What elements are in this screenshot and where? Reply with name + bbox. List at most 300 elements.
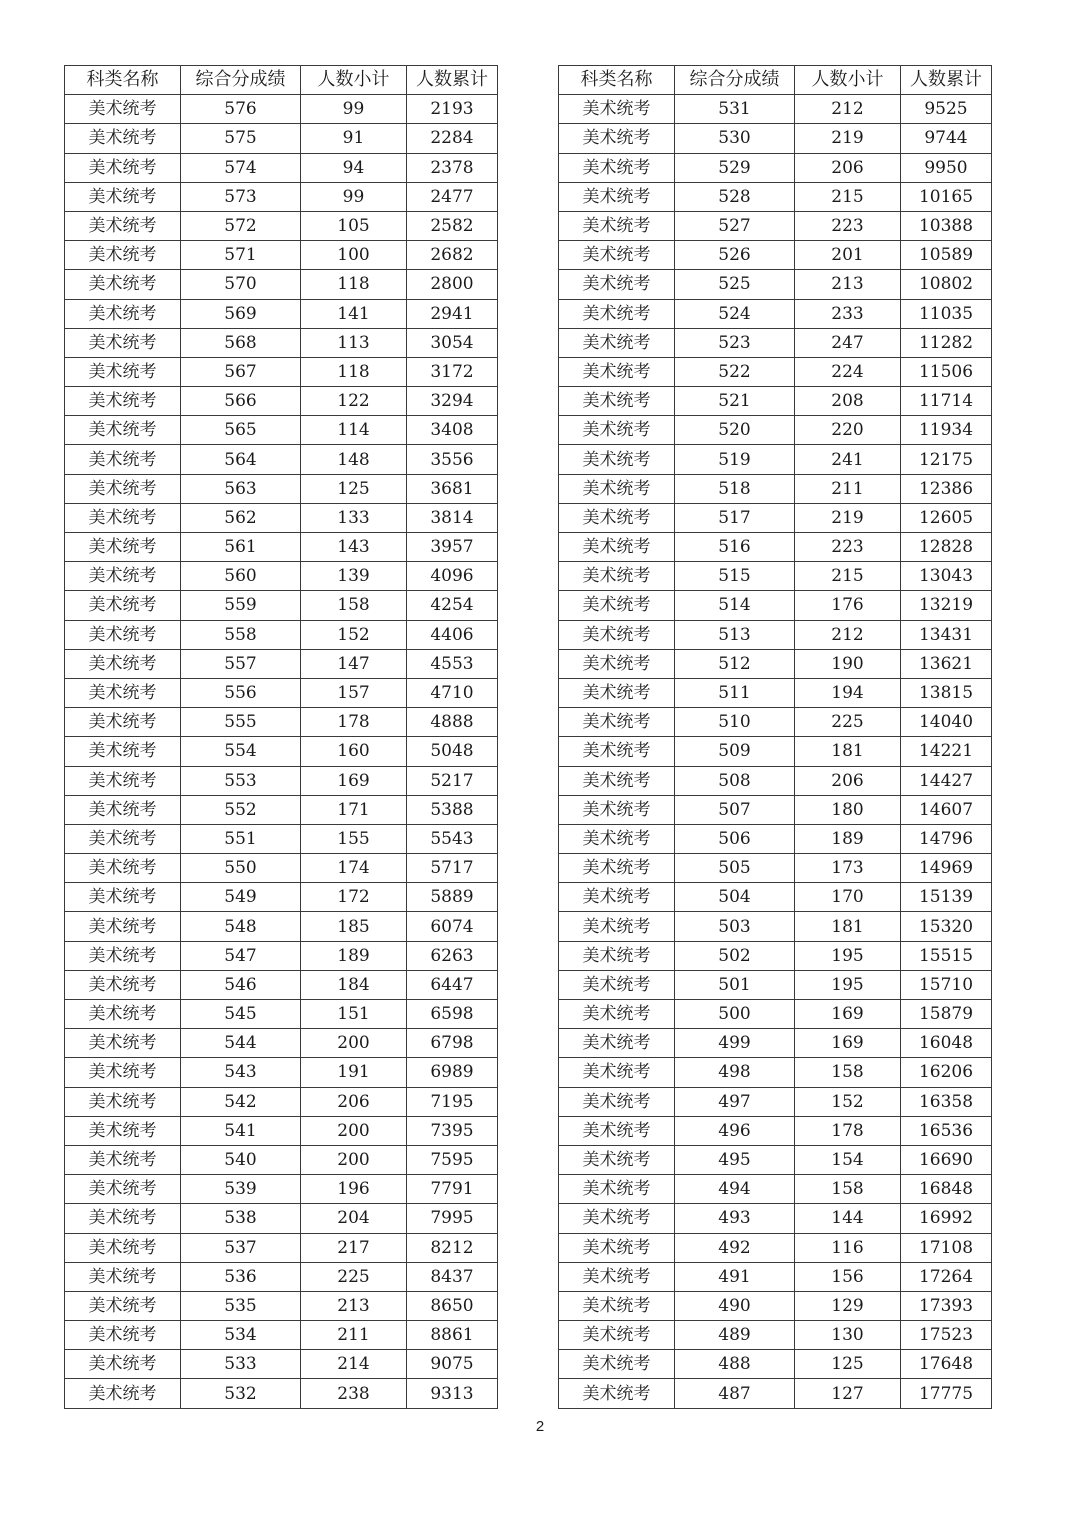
cell-cumulative: 14796	[901, 824, 992, 853]
cell-cumulative: 11035	[901, 299, 992, 328]
cell-score: 565	[181, 416, 301, 445]
table-row	[65, 328, 498, 357]
cell-cumulative: 10165	[901, 182, 992, 211]
cell-cumulative: 6074	[407, 912, 498, 941]
table-row	[559, 445, 992, 474]
cell-score: 527	[675, 211, 795, 240]
cell-cumulative: 16690	[901, 1145, 992, 1174]
header-cumulative: 人数累计	[407, 66, 498, 95]
cell-score: 556	[181, 678, 301, 707]
table-row	[559, 357, 992, 386]
cell-category: 美术统考	[65, 445, 181, 474]
cell-count: 143	[301, 533, 407, 562]
cell-score: 562	[181, 503, 301, 532]
cell-category: 美术统考	[65, 854, 181, 883]
cell-count: 219	[795, 503, 901, 532]
cell-category: 美术统考	[559, 970, 675, 999]
cell-score: 489	[675, 1321, 795, 1350]
cell-count: 176	[795, 591, 901, 620]
cell-category: 美术统考	[65, 503, 181, 532]
cell-count: 206	[301, 1087, 407, 1116]
header-score: 综合分成绩	[181, 66, 301, 95]
cell-count: 129	[795, 1291, 901, 1320]
table-row	[65, 124, 498, 153]
cell-cumulative: 5717	[407, 854, 498, 883]
table-row	[65, 1291, 498, 1320]
table-row	[559, 1379, 992, 1408]
cell-category: 美术统考	[559, 1350, 675, 1379]
cell-category: 美术统考	[559, 1321, 675, 1350]
table-row	[559, 883, 992, 912]
table-row	[559, 416, 992, 445]
cell-score: 568	[181, 328, 301, 357]
cell-score: 528	[675, 182, 795, 211]
cell-score: 533	[181, 1350, 301, 1379]
table-row	[65, 1321, 498, 1350]
cell-count: 139	[301, 562, 407, 591]
cell-count: 215	[795, 562, 901, 591]
score-table-right	[558, 65, 992, 1409]
table-row	[559, 970, 992, 999]
cell-score: 492	[675, 1233, 795, 1262]
cell-score: 543	[181, 1058, 301, 1087]
cell-count: 169	[301, 766, 407, 795]
cell-count: 114	[301, 416, 407, 445]
cell-category: 美术统考	[65, 795, 181, 824]
cell-category: 美术统考	[65, 474, 181, 503]
cell-score: 490	[675, 1291, 795, 1320]
cell-category: 美术统考	[559, 824, 675, 853]
header-category: 科类名称	[559, 66, 675, 95]
cell-cumulative: 6447	[407, 970, 498, 999]
cell-cumulative: 4406	[407, 620, 498, 649]
cell-score: 487	[675, 1379, 795, 1408]
cell-cumulative: 4888	[407, 708, 498, 737]
cell-count: 170	[795, 883, 901, 912]
header-row	[559, 66, 992, 95]
cell-count: 225	[795, 708, 901, 737]
cell-score: 524	[675, 299, 795, 328]
cell-count: 155	[301, 824, 407, 853]
table-row	[65, 182, 498, 211]
cell-score: 498	[675, 1058, 795, 1087]
cell-cumulative: 8212	[407, 1233, 498, 1262]
cell-count: 113	[301, 328, 407, 357]
table-row	[65, 708, 498, 737]
cell-score: 505	[675, 854, 795, 883]
cell-score: 525	[675, 270, 795, 299]
table-row	[65, 766, 498, 795]
cell-count: 100	[301, 241, 407, 270]
cell-cumulative: 13621	[901, 649, 992, 678]
table-row	[559, 474, 992, 503]
cell-category: 美术统考	[559, 474, 675, 503]
header-count: 人数小计	[301, 66, 407, 95]
cell-count: 125	[301, 474, 407, 503]
cell-count: 223	[795, 211, 901, 240]
cell-count: 191	[301, 1058, 407, 1087]
cell-score: 512	[675, 649, 795, 678]
cell-count: 157	[301, 678, 407, 707]
cell-count: 99	[301, 182, 407, 211]
cell-count: 220	[795, 416, 901, 445]
cell-cumulative: 9744	[901, 124, 992, 153]
cell-score: 558	[181, 620, 301, 649]
cell-score: 502	[675, 941, 795, 970]
cell-count: 144	[795, 1204, 901, 1233]
cell-category: 美术统考	[559, 1145, 675, 1174]
cell-count: 148	[301, 445, 407, 474]
cell-cumulative: 12175	[901, 445, 992, 474]
cell-score: 497	[675, 1087, 795, 1116]
cell-cumulative: 2378	[407, 153, 498, 182]
cell-cumulative: 7995	[407, 1204, 498, 1233]
cell-score: 575	[181, 124, 301, 153]
cell-count: 213	[795, 270, 901, 299]
cell-category: 美术统考	[559, 1058, 675, 1087]
cell-cumulative: 16206	[901, 1058, 992, 1087]
cell-category: 美术统考	[65, 533, 181, 562]
cell-cumulative: 15320	[901, 912, 992, 941]
cell-category: 美术统考	[65, 1321, 181, 1350]
cell-cumulative: 3172	[407, 357, 498, 386]
cell-count: 223	[795, 533, 901, 562]
cell-score: 560	[181, 562, 301, 591]
cell-category: 美术统考	[559, 328, 675, 357]
table-row	[65, 649, 498, 678]
table-row	[559, 766, 992, 795]
cell-count: 201	[795, 241, 901, 270]
cell-category: 美术统考	[559, 854, 675, 883]
cell-count: 185	[301, 912, 407, 941]
cell-cumulative: 6989	[407, 1058, 498, 1087]
table-row	[559, 1262, 992, 1291]
cell-score: 501	[675, 970, 795, 999]
table-row	[65, 1262, 498, 1291]
cell-score: 531	[675, 95, 795, 124]
cell-count: 200	[301, 1029, 407, 1058]
cell-score: 521	[675, 387, 795, 416]
cell-category: 美术统考	[559, 649, 675, 678]
cell-category: 美术统考	[559, 299, 675, 328]
cell-category: 美术统考	[65, 620, 181, 649]
table-row	[559, 854, 992, 883]
cell-score: 522	[675, 357, 795, 386]
cell-cumulative: 17108	[901, 1233, 992, 1262]
cell-category: 美术统考	[65, 1204, 181, 1233]
cell-count: 211	[301, 1321, 407, 1350]
cell-category: 美术统考	[559, 1291, 675, 1320]
cell-category: 美术统考	[559, 1233, 675, 1262]
cell-score: 511	[675, 678, 795, 707]
table-row	[65, 737, 498, 766]
cell-score: 569	[181, 299, 301, 328]
cell-score: 548	[181, 912, 301, 941]
cell-score: 539	[181, 1175, 301, 1204]
cell-score: 573	[181, 182, 301, 211]
cell-category: 美术统考	[559, 503, 675, 532]
cell-cumulative: 17648	[901, 1350, 992, 1379]
cell-count: 219	[795, 124, 901, 153]
cell-score: 553	[181, 766, 301, 795]
cell-score: 537	[181, 1233, 301, 1262]
cell-cumulative: 16536	[901, 1116, 992, 1145]
cell-category: 美术统考	[65, 1233, 181, 1262]
cell-score: 532	[181, 1379, 301, 1408]
table-row	[559, 1204, 992, 1233]
table-row	[65, 241, 498, 270]
cell-count: 130	[795, 1321, 901, 1350]
cell-cumulative: 15879	[901, 1000, 992, 1029]
cell-score: 496	[675, 1116, 795, 1145]
cell-cumulative: 4096	[407, 562, 498, 591]
table-row	[65, 883, 498, 912]
cell-cumulative: 13043	[901, 562, 992, 591]
cell-count: 204	[301, 1204, 407, 1233]
table-row	[65, 270, 498, 299]
cell-cumulative: 7595	[407, 1145, 498, 1174]
table-row	[559, 1029, 992, 1058]
cell-count: 206	[795, 153, 901, 182]
cell-cumulative: 5543	[407, 824, 498, 853]
cell-count: 247	[795, 328, 901, 357]
cell-score: 500	[675, 1000, 795, 1029]
table-row	[559, 708, 992, 737]
cell-count: 141	[301, 299, 407, 328]
cell-count: 125	[795, 1350, 901, 1379]
table-row	[65, 211, 498, 240]
cell-count: 133	[301, 503, 407, 532]
cell-count: 213	[301, 1291, 407, 1320]
cell-cumulative: 15139	[901, 883, 992, 912]
table-row	[559, 1087, 992, 1116]
cell-category: 美术统考	[65, 591, 181, 620]
cell-category: 美术统考	[559, 620, 675, 649]
cell-cumulative: 12386	[901, 474, 992, 503]
cell-cumulative: 4254	[407, 591, 498, 620]
cell-score: 536	[181, 1262, 301, 1291]
table-row	[65, 299, 498, 328]
cell-score: 493	[675, 1204, 795, 1233]
cell-score: 517	[675, 503, 795, 532]
cell-score: 572	[181, 211, 301, 240]
cell-score: 509	[675, 737, 795, 766]
table-row	[65, 1350, 498, 1379]
table-row	[65, 503, 498, 532]
cell-cumulative: 4553	[407, 649, 498, 678]
cell-cumulative: 13431	[901, 620, 992, 649]
cell-score: 507	[675, 795, 795, 824]
cell-score: 529	[675, 153, 795, 182]
table-row	[559, 387, 992, 416]
cell-category: 美术统考	[65, 1175, 181, 1204]
table-row	[559, 533, 992, 562]
cell-count: 173	[795, 854, 901, 883]
cell-count: 154	[795, 1145, 901, 1174]
cell-count: 99	[301, 95, 407, 124]
cell-category: 美术统考	[559, 416, 675, 445]
cell-count: 105	[301, 211, 407, 240]
cell-category: 美术统考	[65, 241, 181, 270]
cell-count: 190	[795, 649, 901, 678]
cell-count: 189	[795, 824, 901, 853]
cell-count: 180	[795, 795, 901, 824]
cell-cumulative: 17264	[901, 1262, 992, 1291]
cell-category: 美术统考	[559, 591, 675, 620]
cell-cumulative: 4710	[407, 678, 498, 707]
table-row	[559, 211, 992, 240]
cell-category: 美术统考	[559, 95, 675, 124]
cell-cumulative: 5388	[407, 795, 498, 824]
cell-cumulative: 2193	[407, 95, 498, 124]
cell-count: 91	[301, 124, 407, 153]
cell-category: 美术统考	[65, 182, 181, 211]
cell-category: 美术统考	[65, 1116, 181, 1145]
table-row	[559, 182, 992, 211]
cell-category: 美术统考	[559, 357, 675, 386]
cell-category: 美术统考	[65, 1058, 181, 1087]
cell-category: 美术统考	[559, 1000, 675, 1029]
cell-count: 127	[795, 1379, 901, 1408]
cell-cumulative: 14969	[901, 854, 992, 883]
cell-score: 535	[181, 1291, 301, 1320]
table-row	[65, 533, 498, 562]
cell-category: 美术统考	[65, 1379, 181, 1408]
cell-score: 534	[181, 1321, 301, 1350]
cell-score: 488	[675, 1350, 795, 1379]
cell-cumulative: 8650	[407, 1291, 498, 1320]
cell-count: 215	[795, 182, 901, 211]
table-row	[65, 445, 498, 474]
cell-cumulative: 9313	[407, 1379, 498, 1408]
table-row	[65, 357, 498, 386]
table-row	[65, 1175, 498, 1204]
cell-cumulative: 17393	[901, 1291, 992, 1320]
header-category: 科类名称	[65, 66, 181, 95]
cell-count: 94	[301, 153, 407, 182]
cell-category: 美术统考	[65, 1145, 181, 1174]
cell-count: 158	[795, 1175, 901, 1204]
cell-cumulative: 17523	[901, 1321, 992, 1350]
cell-score: 523	[675, 328, 795, 357]
cell-score: 491	[675, 1262, 795, 1291]
cell-cumulative: 16992	[901, 1204, 992, 1233]
cell-score: 566	[181, 387, 301, 416]
cell-category: 美术统考	[559, 1029, 675, 1058]
cell-score: 538	[181, 1204, 301, 1233]
table-row	[65, 1029, 498, 1058]
cell-cumulative: 16358	[901, 1087, 992, 1116]
header-score: 综合分成绩	[675, 66, 795, 95]
cell-category: 美术统考	[65, 1000, 181, 1029]
cell-count: 181	[795, 912, 901, 941]
cell-cumulative: 12828	[901, 533, 992, 562]
cell-cumulative: 13815	[901, 678, 992, 707]
cell-cumulative: 7791	[407, 1175, 498, 1204]
cell-score: 544	[181, 1029, 301, 1058]
cell-count: 212	[795, 95, 901, 124]
cell-category: 美术统考	[65, 562, 181, 591]
cell-score: 547	[181, 941, 301, 970]
table-row	[65, 1116, 498, 1145]
cell-cumulative: 11282	[901, 328, 992, 357]
cell-category: 美术统考	[65, 416, 181, 445]
cell-count: 206	[795, 766, 901, 795]
cell-cumulative: 2682	[407, 241, 498, 270]
cell-category: 美术统考	[559, 1116, 675, 1145]
cell-category: 美术统考	[65, 912, 181, 941]
cell-count: 169	[795, 1029, 901, 1058]
table-row	[559, 270, 992, 299]
table-row	[65, 970, 498, 999]
table-row	[559, 795, 992, 824]
table-row	[65, 416, 498, 445]
cell-score: 526	[675, 241, 795, 270]
cell-cumulative: 14040	[901, 708, 992, 737]
cell-cumulative: 9525	[901, 95, 992, 124]
cell-count: 208	[795, 387, 901, 416]
cell-score: 549	[181, 883, 301, 912]
table-row	[65, 591, 498, 620]
cell-cumulative: 2582	[407, 211, 498, 240]
cell-cumulative: 11506	[901, 357, 992, 386]
table-row	[559, 153, 992, 182]
cell-cumulative: 3814	[407, 503, 498, 532]
cell-score: 499	[675, 1029, 795, 1058]
cell-category: 美术统考	[65, 299, 181, 328]
cell-category: 美术统考	[65, 211, 181, 240]
cell-score: 518	[675, 474, 795, 503]
cell-cumulative: 5048	[407, 737, 498, 766]
cell-score: 545	[181, 1000, 301, 1029]
cell-count: 200	[301, 1116, 407, 1145]
cell-count: 217	[301, 1233, 407, 1262]
header-cumulative: 人数累计	[901, 66, 992, 95]
cell-category: 美术统考	[65, 941, 181, 970]
cell-category: 美术统考	[65, 1029, 181, 1058]
cell-count: 171	[301, 795, 407, 824]
cell-category: 美术统考	[65, 1262, 181, 1291]
table-row	[559, 591, 992, 620]
cell-category: 美术统考	[65, 1350, 181, 1379]
cell-score: 530	[675, 124, 795, 153]
cell-score: 540	[181, 1145, 301, 1174]
table-row	[559, 941, 992, 970]
cell-cumulative: 2284	[407, 124, 498, 153]
cell-category: 美术统考	[65, 678, 181, 707]
table-row	[559, 562, 992, 591]
cell-cumulative: 9950	[901, 153, 992, 182]
cell-count: 169	[795, 1000, 901, 1029]
header-row	[65, 66, 498, 95]
cell-cumulative: 9075	[407, 1350, 498, 1379]
cell-category: 美术统考	[65, 357, 181, 386]
cell-category: 美术统考	[559, 678, 675, 707]
cell-category: 美术统考	[65, 766, 181, 795]
cell-category: 美术统考	[559, 562, 675, 591]
cell-count: 174	[301, 854, 407, 883]
table-row	[559, 1116, 992, 1145]
cell-category: 美术统考	[65, 1291, 181, 1320]
cell-category: 美术统考	[559, 153, 675, 182]
cell-cumulative: 3556	[407, 445, 498, 474]
cell-score: 574	[181, 153, 301, 182]
cell-count: 178	[795, 1116, 901, 1145]
header-count: 人数小计	[795, 66, 901, 95]
table-row	[65, 912, 498, 941]
cell-category: 美术统考	[65, 95, 181, 124]
table-row	[65, 1000, 498, 1029]
